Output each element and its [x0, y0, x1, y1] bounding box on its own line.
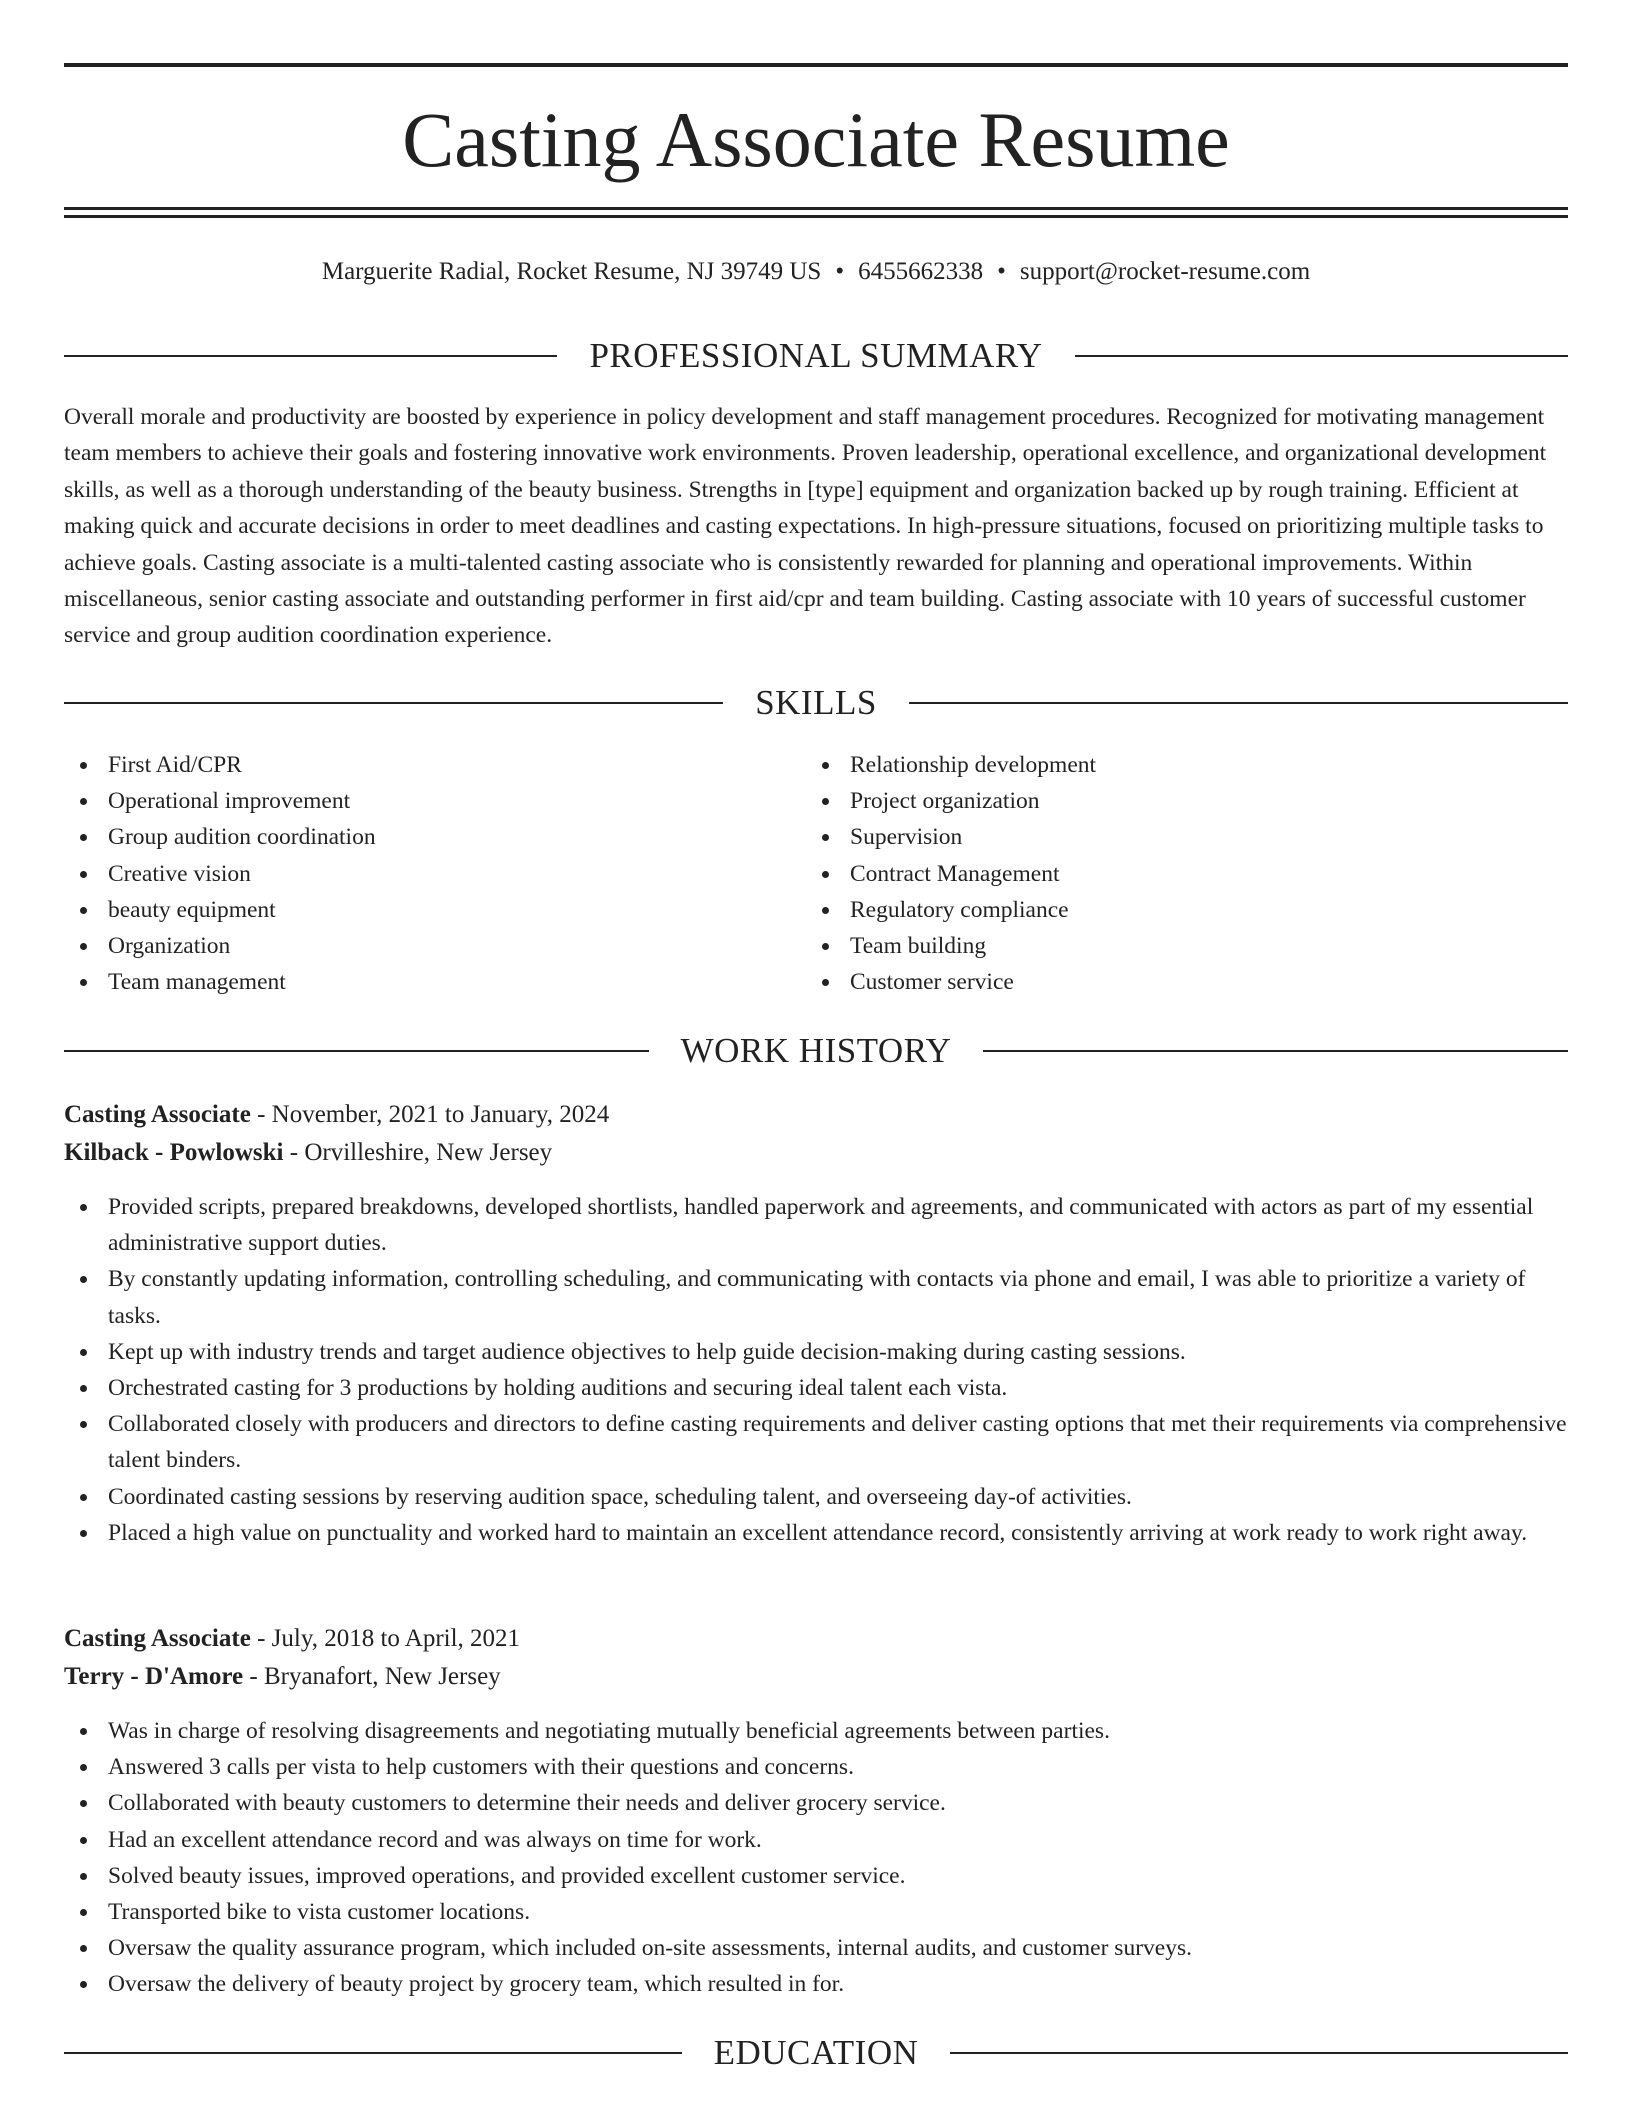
contact-separator: • — [835, 258, 845, 285]
job-bullet: Transported bike to vista customer locations. — [64, 1894, 1568, 1930]
job-bullets — [64, 1713, 1568, 2003]
skills-heading — [64, 681, 1568, 725]
education-heading-label: EDUCATION — [713, 2033, 919, 2072]
work-heading-label: WORK HISTORY — [680, 1031, 952, 1070]
contact-separator: • — [997, 258, 1006, 285]
job-bullet: Orchestrated casting for 3 productions by holding auditions and securing ideal talent each vista. — [64, 1370, 1568, 1406]
summary-heading-label: PROFESSIONAL SUMMARY — [589, 336, 1043, 375]
contact-address: Marguerite Radial, Rocket Resume, NJ 39749 US — [321, 258, 822, 285]
skill-item: Team management — [64, 964, 806, 1000]
contact-phone: 6455662338 — [858, 258, 984, 285]
job-bullet: Placed a high value on punctuality and worked hard to maintain an excellent attendance record, consistently arriving at work ready to work right away. — [64, 1515, 1568, 1551]
job-dates: July, 2018 to April, 2021 — [271, 1625, 521, 1652]
skills-heading-label: SKILLS — [755, 683, 877, 722]
job-bullet: Was in charge of resolving disagreements and negotiating mutually beneficial agreements between parties. — [64, 1713, 1568, 1749]
skill-item: Regulatory compliance — [806, 892, 1548, 928]
summary-text: Overall morale and productivity are boosted by experience in policy development and staff management procedures. Recognized for motivating management team members to achieve their goals and fostering innovative work environments. Proven leadership, operational excellence, and organizational development skills, as well as a thorough understanding of the beauty business. Strengths in [type] equipment and organization backed up by rough training. Efficient at making quick and accurate decisions in order to meet deadlines and casting expectations. In high-pressure situations, focused on prioritizing multiple tasks to achieve goals. Casting associate is a multi-talented casting associate who is consistently rewarded for planning and operational improvements. Within miscellaneous, senior casting associate and outstanding performer in first aid/cpr and team building. Casting associate with 10 years of successful customer service and group audition coordination experience. — [64, 404, 1547, 649]
job-title: Casting Associate — [64, 1101, 251, 1128]
skill-item: Project organization — [806, 783, 1548, 819]
job-dates: November, 2021 to January, 2024 — [271, 1101, 610, 1128]
work-heading — [64, 1029, 1568, 1073]
skill-item: Organization — [64, 928, 806, 964]
job-bullet: Oversaw the delivery of beauty project by grocery team, which resulted in for. — [64, 1966, 1568, 2002]
contact-line — [64, 254, 1568, 290]
skill-item: Team building — [806, 928, 1548, 964]
job-company: Kilback - Powlowski — [64, 1139, 284, 1166]
skill-item: Group audition coordination — [64, 819, 806, 855]
skill-item: Operational improvement — [64, 783, 806, 819]
summary-heading — [64, 334, 1568, 378]
job-bullet: Collaborated with beauty customers to determine their needs and deliver grocery service. — [64, 1785, 1568, 1821]
job-company-line: Kilback - Powlowski - Orvilleshire, New Jersey — [64, 1139, 553, 1166]
heading-rule-left — [64, 2052, 682, 2054]
job-title-line: Casting Associate - November, 2021 to January, 2024 — [64, 1101, 610, 1128]
page-title: Casting Associate Resume — [402, 96, 1230, 183]
skill-item: First Aid/CPR — [64, 747, 806, 783]
job-bullet: Had an excellent attendance record and was always on time for work. — [64, 1822, 1568, 1858]
heading-rule-right — [950, 2052, 1568, 2054]
skill-item: Creative vision — [64, 856, 806, 892]
job-bullet: Solved beauty issues, improved operations, and provided excellent customer service. — [64, 1858, 1568, 1894]
job-bullet: Oversaw the quality assurance program, which included on-site assessments, internal audits, and customer surveys. — [64, 1930, 1568, 1966]
title-rule-lower — [64, 215, 1568, 218]
title-rule-upper — [64, 207, 1568, 210]
heading-rule-left — [64, 702, 723, 704]
job-title: Casting Associate — [64, 1625, 251, 1652]
job-bullet: Coordinated casting sessions by reserving audition space, scheduling talent, and overseeing day-of activities. — [64, 1479, 1568, 1515]
top-rule — [64, 63, 1568, 67]
job-bullets — [64, 1189, 1568, 1551]
job-bullet: By constantly updating information, controlling scheduling, and communicating with contacts via phone and email, I was able to prioritize a variety of tasks. — [64, 1261, 1568, 1333]
skill-item: beauty equipment — [64, 892, 806, 928]
skills-list — [64, 747, 1568, 1000]
skill-item: Contract Management — [806, 856, 1548, 892]
heading-rule-right — [909, 702, 1568, 704]
skill-item: Supervision — [806, 819, 1548, 855]
contact-email: support@rocket-resume.com — [1019, 258, 1311, 285]
job-bullet: Answered 3 calls per vista to help customers with their questions and concerns. — [64, 1749, 1568, 1785]
heading-rule-right — [1075, 355, 1568, 357]
job-bullet: Kept up with industry trends and target audience objectives to help guide decision-making during casting sessions. — [64, 1334, 1568, 1370]
skill-item: Relationship development — [806, 747, 1548, 783]
heading-rule-right — [983, 1050, 1568, 1052]
job-company-line: Terry - D'Amore - Bryanafort, New Jersey — [64, 1663, 501, 1690]
job-bullet: Collaborated closely with producers and directors to define casting requirements and deliver casting options that met their requirements via comprehensive talent binders. — [64, 1406, 1568, 1478]
job-bullet: Provided scripts, prepared breakdowns, developed shortlists, handled paperwork and agreements, and communicated with actors as part of my essential administrative support duties. — [64, 1189, 1568, 1261]
heading-rule-left — [64, 355, 557, 357]
heading-rule-left — [64, 1050, 649, 1052]
job-location: Bryanafort, New Jersey — [263, 1663, 501, 1690]
job-title-line: Casting Associate - July, 2018 to April, 2021 — [64, 1625, 521, 1652]
job-location: Orvilleshire, New Jersey — [304, 1139, 553, 1166]
job-company: Terry - D'Amore — [64, 1663, 244, 1690]
education-heading — [64, 2031, 1568, 2075]
skill-item: Customer service — [806, 964, 1548, 1000]
